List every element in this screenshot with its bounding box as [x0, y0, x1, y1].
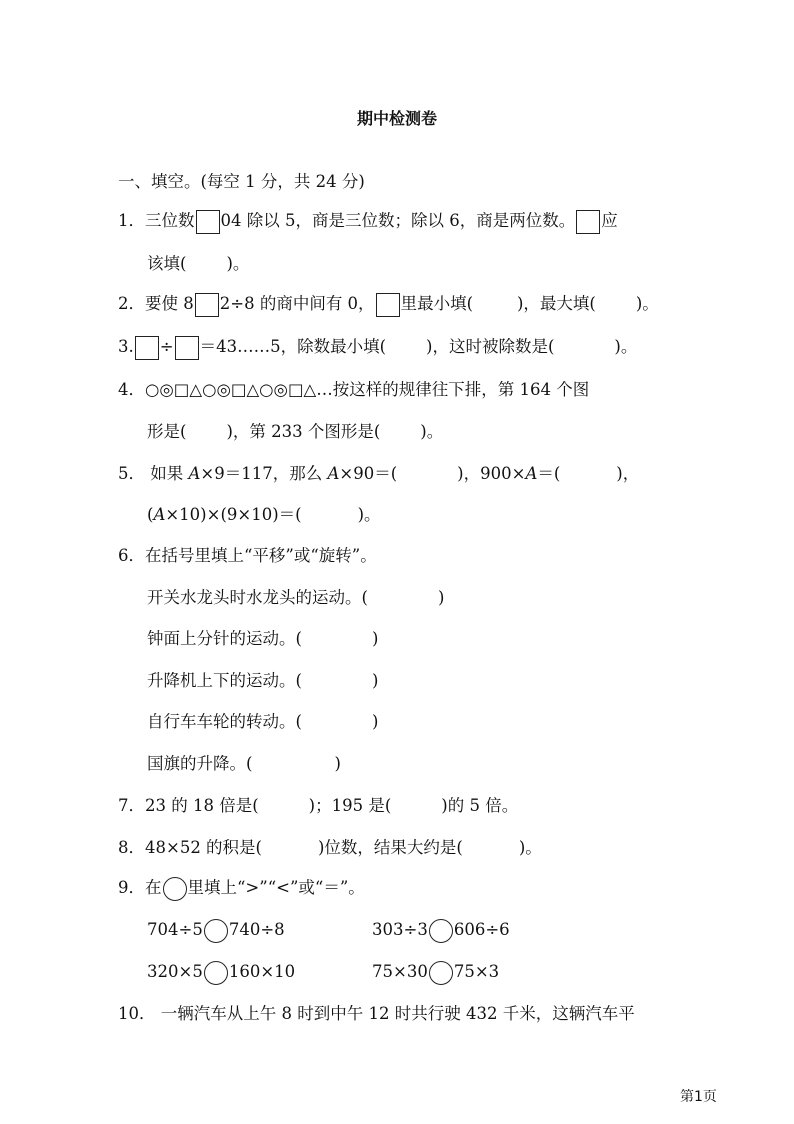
- question-9: 9．在 里填上“>”“<”或“＝”。: [118, 876, 365, 901]
- q1-number: 1．: [118, 211, 145, 230]
- q9-expr: 320×5 160×10: [147, 960, 295, 985]
- question-2: 2．要使 8 2÷8 的商中间有 0， 里最小填( )，最大填( )。: [118, 292, 659, 317]
- question-3: 3. ÷ ＝43……5，除数最小填( )，这时被除数是( )。: [118, 335, 637, 360]
- compare-circle[interactable]: [429, 961, 453, 985]
- q4-number: 4．: [118, 380, 145, 399]
- page-title: 期中检测卷: [356, 109, 437, 128]
- q6-item: 开关水龙头时水龙头的运动。( ): [147, 588, 445, 607]
- q7-number: 7．: [118, 796, 145, 815]
- compare-circle: [163, 877, 187, 901]
- q6-item: 钟面上分针的运动。( ): [147, 629, 379, 648]
- q2-number: 2．: [118, 294, 145, 313]
- q9-number: 9．: [118, 878, 145, 897]
- q6-number: 6．: [118, 546, 145, 565]
- q3-number: 3.: [118, 337, 134, 356]
- question-1-line-2: 该填( )。: [147, 254, 250, 273]
- question-5: 5． 如果 A×9＝117，那么 A×90＝( )，900×A＝( )，: [118, 464, 640, 483]
- compare-circle[interactable]: [429, 919, 453, 943]
- compare-circle[interactable]: [204, 961, 228, 985]
- question-10: 10． 一辆汽车从上午 8 时到中午 12 时共行驶 432 千米，这辆汽车平: [118, 1004, 635, 1023]
- question-7: 7．23 的 18 倍是( )；195 是( )的 5 倍。: [118, 796, 519, 815]
- question-8: 8．48×52 的积是( )位数，结果大约是( )。: [118, 838, 542, 857]
- q9-expr: 75×30 75×3: [372, 960, 499, 985]
- answer-box[interactable]: [196, 210, 220, 234]
- answer-box[interactable]: [376, 293, 400, 317]
- q6-item: 国旗的升降。( ): [147, 754, 341, 773]
- answer-box[interactable]: [135, 336, 159, 360]
- q6-item: 升降机上下的运动。( ): [147, 671, 379, 690]
- section-heading: 一、填空。(每空 1 分，共 24 分): [118, 172, 365, 191]
- q9-row-1: [0, 918, 794, 944]
- answer-box[interactable]: [576, 210, 600, 234]
- question-4-line-2: 形是( )，第 233 个图形是( )。: [147, 422, 444, 441]
- answer-box[interactable]: [195, 293, 219, 317]
- q9-row-2: [0, 960, 794, 986]
- question-5-line-2: (A×10)×(9×10)＝( )。: [147, 505, 381, 524]
- page-number: 第1页: [680, 1089, 717, 1105]
- compare-circle[interactable]: [204, 919, 228, 943]
- q9-expr: 303÷3 606÷6: [372, 918, 510, 943]
- answer-box[interactable]: [175, 336, 199, 360]
- q10-number: 10．: [118, 1004, 156, 1023]
- q5-number: 5．: [118, 464, 145, 483]
- q9-expr: 704÷5 740÷8: [147, 918, 285, 943]
- question-4: 4．○◎□△○◎□△○◎□△…按这样的规律往下排，第 164 个图: [118, 380, 590, 399]
- q6-item: 自行车车轮的转动。( ): [147, 712, 379, 731]
- q8-number: 8．: [118, 838, 145, 857]
- question-1: 1．三位数 04 除以 5，商是三位数；除以 6，商是两位数。 应: [118, 209, 618, 234]
- question-6: 6．在括号里填上“平移”或“旋转”。: [118, 546, 377, 565]
